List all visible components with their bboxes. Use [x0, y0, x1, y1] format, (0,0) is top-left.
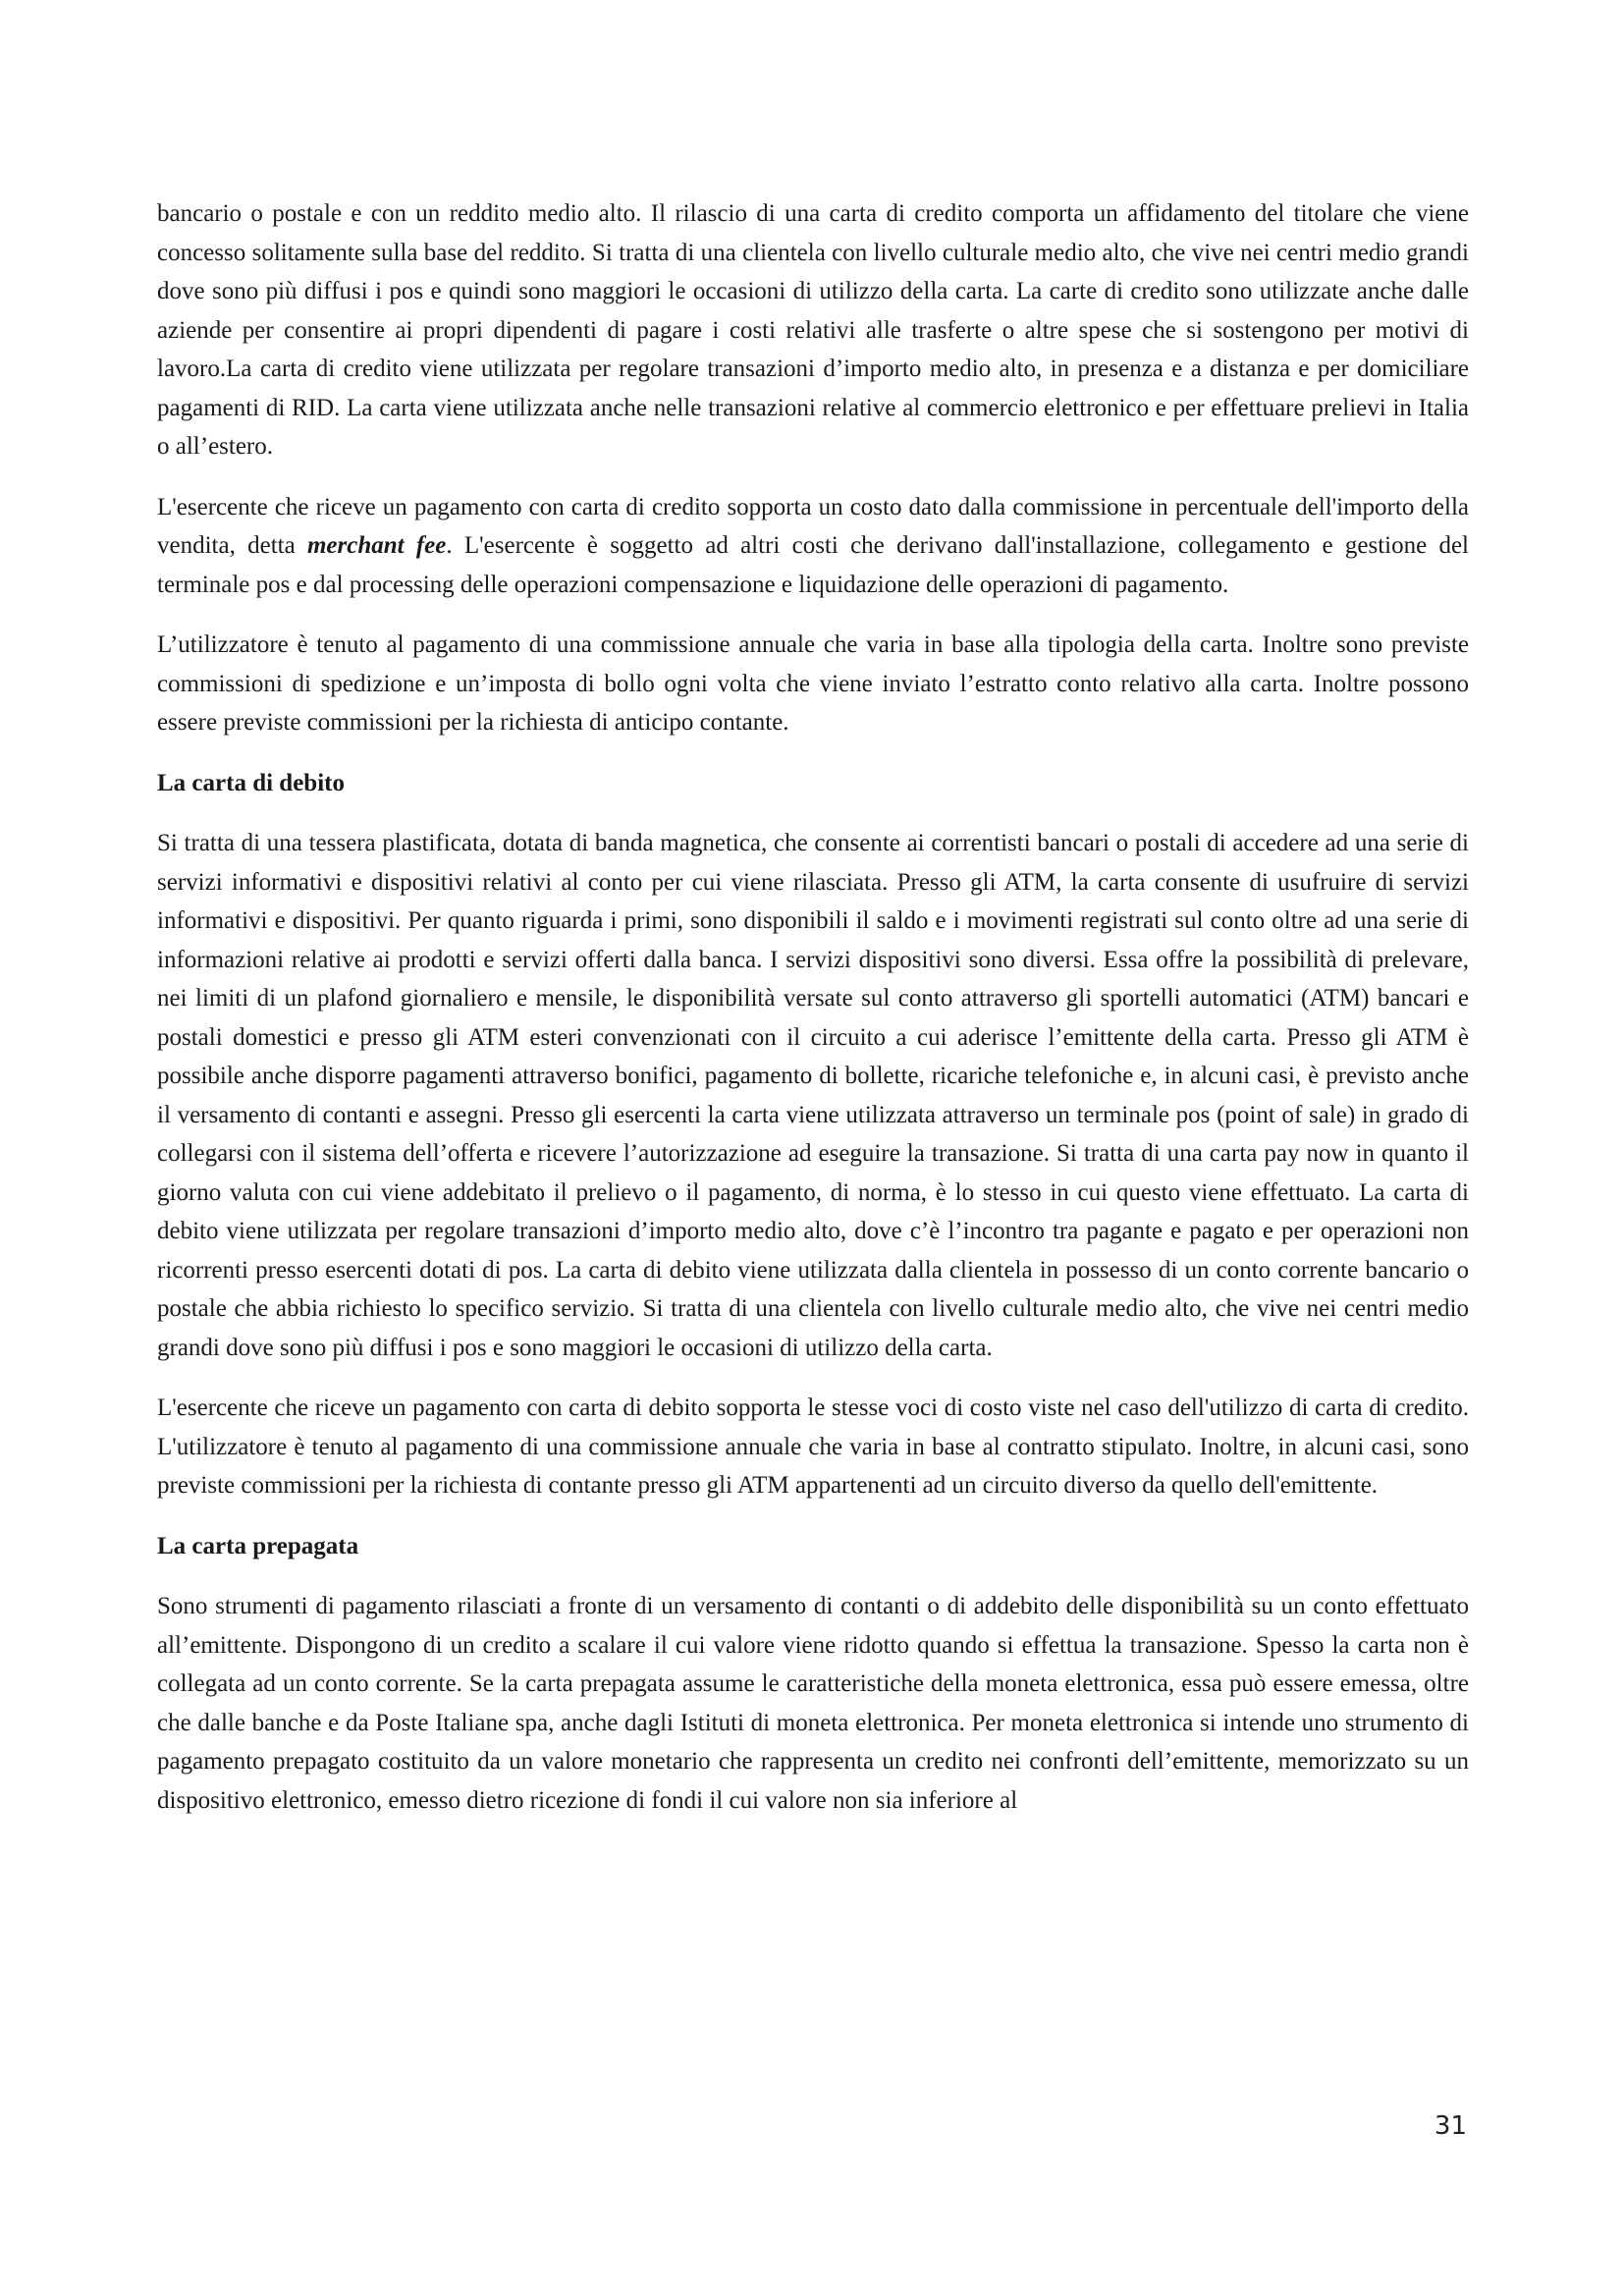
paragraph-debit-card-description: Si tratta di una tessera plastificata, dotata di banda magnetica, che consente ai correntisti bancari o postali di accedere ad una serie di servizi informativi e dispositivi relativi al conto per cui viene rilasciata. Presso gli ATM, la carta consente di usufruire di servizi informativi e dispositivi. Per quanto riguarda i primi, sono disponibili il saldo e i movimenti registrati sul conto oltre ad una serie di informazioni relative ai prodotti e servizi offerti dalla banca. I servizi dispositivi sono diversi. Essa offre la possibilità di prelevare, nei limiti di un plafond giornaliero e mensile, le disponibilità versate sul conto attraverso gli sportelli automatici (ATM) bancari e postali domestici e presso gli ATM esteri convenzionati con il circuito a cui aderisce l’emittente della carta. Presso gli ATM è possibile anche disporre pagamenti attraverso bonifici, pagamento di bollette, ricariche telefoniche e, in alcuni casi, è previsto anche il versamento di contanti e assegni. Presso gli esercenti la carta viene utilizzata attraverso un terminale pos (point of sale) in grado di collegarsi con il sistema dell’offerta e ricevere l’autorizzazione ad eseguire la transazione. Si tratta di una carta pay now in quanto il giorno valuta con cui viene addebitato il prelievo o il pagamento, di norma, è lo stesso in cui questo viene effettuato. La carta di debito viene utilizzata per regolare transazioni d’importo medio alto, dove c’è l’incontro tra pagante e pagato e per operazioni non ricorrenti presso esercenti dotati di pos. La carta di debito viene utilizzata dalla clientela in possesso di un conto corrente bancario o postale che abbia richiesto lo specifico servizio. Si tratta di una clientela con livello culturale medio alto, che vive nei centri medio grandi dove sono più diffusi i pos e sono maggiori le occasioni di utilizzo della carta. [157, 830, 1469, 1361]
section-heading-debit-card: La carta di debito [157, 769, 345, 796]
emphasis-term: merchant fee [306, 532, 447, 559]
section-heading-prepaid-card: La carta prepagata [157, 1532, 359, 1559]
paragraph-text: . L'esercente è soggetto ad altri costi che derivano dall'installazione, collegamento e gestione del terminale pos e dal processing delle operazioni compensazione e liquidazione delle operazioni di pagamento. [157, 532, 1469, 598]
paragraph-credit-card-fees: L’utilizzatore è tenuto al pagamento di una commissione annuale che varia in base alla tipologia della carta. Inoltre sono previste commissioni di spedizione e un’imposta di bollo ogni volta che viene inviato l’estratto conto relativo alla carta. Inoltre possono essere previste commissioni per la richiesta di anticipo contante. [157, 631, 1469, 736]
paragraph-prepaid-card-description: Sono strumenti di pagamento rilasciati a fronte di un versamento di contanti o di addebito delle disponibilità su un conto effettuato all’emittente. Dispongono di un credito a scalare il cui valore viene ridotto quando si effettua la transazione. Spesso la carta non è collegata ad un conto corrente. Se la carta prepagata assume le caratteristiche della moneta elettronica, essa può essere emessa, oltre che dalle banche e da Poste Italiane spa, anche dagli Istituti di moneta elettronica. Per moneta elettronica si intende uno strumento di pagamento prepagato costituito da un valore monetario che rappresenta un credito nei confronti dell’emittente, memorizzato su un dispositivo elettronico, emesso dietro ricezione di fondi il cui valore non sia inferiore al [157, 1593, 1469, 1814]
paragraph-debit-card-fees: L'esercente che riceve un pagamento con carta di debito sopporta le stesse voci di costo viste nel caso dell'utilizzo di carta di credito. L'utilizzatore è tenuto al pagamento di una commissione annuale che varia in base al contratto stipulato. Inoltre, in alcuni casi, sono previste commissioni per la richiesta di contante presso gli ATM appartenenti ad un circuito diverso da quello dell'emittente. [157, 1394, 1469, 1499]
document-page [157, 194, 1469, 1841]
page-number: 31 [1434, 2111, 1467, 2141]
paragraph-text: L'esercente che riceve un pagamento con carta di credito sopporta un costo dato dalla commissione in percentuale dell'importo della vendita, detta [157, 493, 1469, 559]
paragraph-credit-card-users: bancario o postale e con un reddito medio alto. Il rilascio di una carta di credito comporta un affidamento del titolare che viene concesso solitamente sulla base del reddito. Si tratta di una clientela con livello culturale medio alto, che vive nei centri medio grandi dove sono più diffusi i pos e quindi sono maggiori le occasioni di utilizzo della carta. La carte di credito sono utilizzate anche dalle aziende per consentire ai propri dipendenti di pagare i costi relativi alle trasferte o altre spese che si sostengono per motivi di lavoro.La carta di credito viene utilizzata per regolare transazioni d’importo medio alto, in presenza e a distanza e per domiciliare pagamenti di RID. La carta viene utilizzata anche nelle transazioni relative al commercio elettronico e per effettuare prelievi in Italia o all’estero. [157, 200, 1469, 460]
paragraph-merchant-fee [157, 488, 1469, 605]
